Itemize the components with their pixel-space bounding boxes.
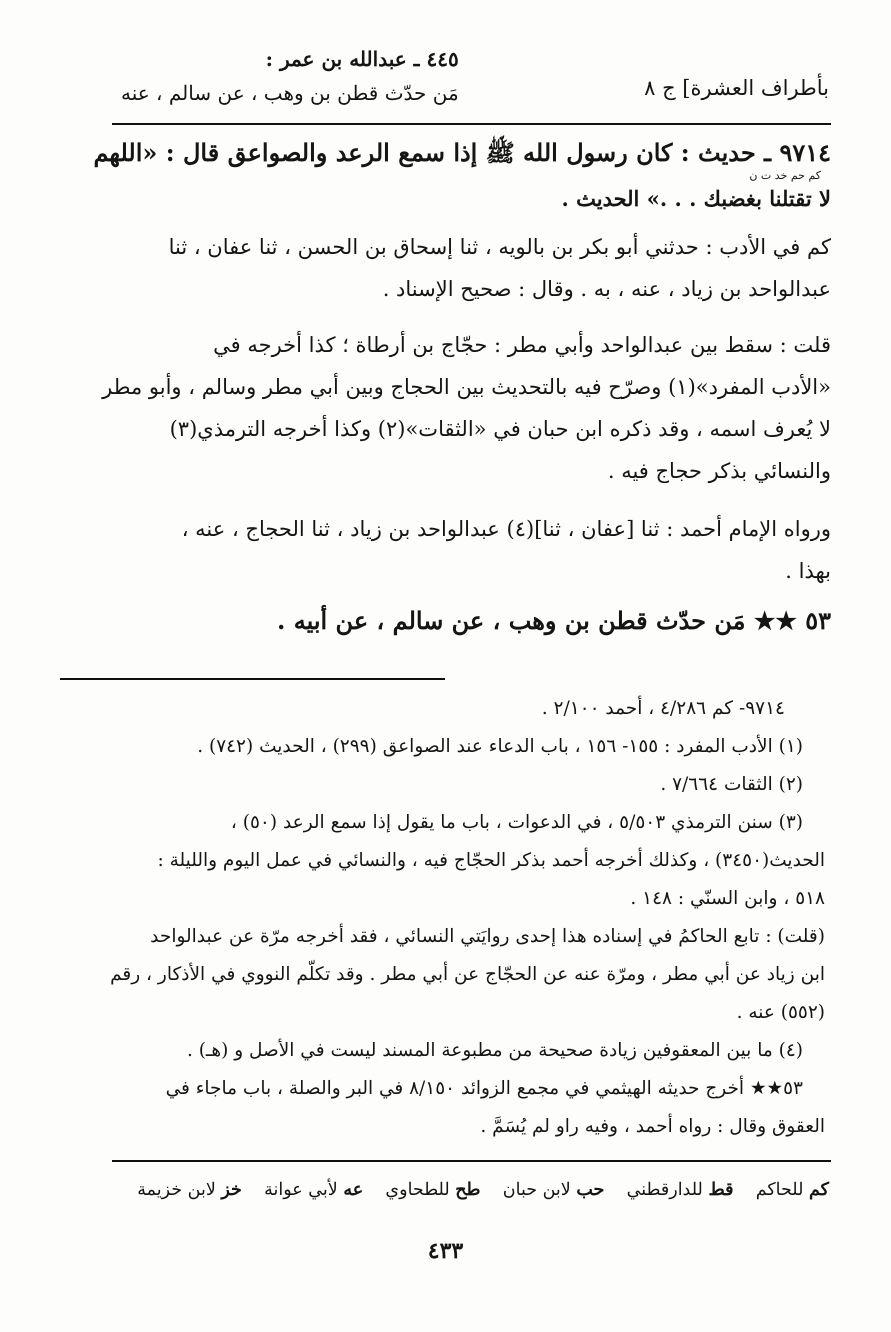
footnote: (٣) سنن الترمذي ٥/٥٠٣ ، في الدعوات ، باب ما يقول إذا سمع الرعد (٥٠) ، <box>230 812 803 833</box>
text-line: كم في الأدب : حدثني أبو بكر بن بالويه ، ثنا إسحاق بن الحسن ، ثنا عفان ، ثنا <box>168 235 831 259</box>
text-line: بهذا . <box>785 559 831 583</box>
footnote: ٥١٨ ، وابن السنّي : ١٤٨ . <box>630 888 825 909</box>
text-line: قلت : سقط بين عبدالواحد وأبي مطر : حجّاج بن أرطاة ؛ كذا أخرجه في <box>213 333 831 357</box>
hadith-title-line: ٩٧١٤ ـ حديث : كان رسول الله ﷺ إذا سمع الرعد والصواعق قال : «اللهم <box>93 138 831 167</box>
footnote: ٩٧١٤- كم ٤/٢٨٦ ، أحمد ٢/١٠٠ . <box>541 698 785 719</box>
footnote: ابن زياد عن أبي مطر ، ومرّة عنه عن الحجّاج عن أبي مطر . وقد تكلّم النووي في الأذكار ، رقم <box>110 964 825 985</box>
text-line: عبدالواحد بن زياد ، عنه ، به . وقال : صحيح الإسناد . <box>382 277 831 301</box>
text-line: ورواه الإمام أحمد : ثنا [عفان ، ثنا](٤) عبدالواحد بن زياد ، ثنا الحجاج ، عنه ، <box>181 517 831 541</box>
abbreviation-item: طح للطحاوي <box>385 1180 481 1200</box>
abbreviation-item: خز لابن خزيمة <box>137 1180 242 1200</box>
running-header-book: بأطراف العشرة] ج ٨ <box>644 76 829 100</box>
abbreviation-item: كم للحاكم <box>755 1180 829 1200</box>
text-line: «الأدب المفرد»(١) وصرّح فيه بالتحديث بين الحجاج وبين أبي مطر وسالم ، وأبو مطر <box>102 375 831 399</box>
footnote: الحديث(٣٤٥٠) ، وكذلك أخرجه أحمد بذكر الحجّاج فيه ، والنسائي في عمل اليوم والليلة : <box>157 850 825 871</box>
hadith-paragraph-2 <box>102 324 831 492</box>
hadith-entry <box>93 136 831 216</box>
footnote: ٥٣★★ أخرج حديثه الهيثمي في مجمع الزوائد ٨/١٥٠ في البر والصلة ، باب ماجاء في <box>165 1078 803 1099</box>
legend-rule <box>112 1160 831 1162</box>
abbreviation-item: عه لأبي عوانة <box>264 1180 364 1200</box>
header-rule <box>112 123 831 125</box>
hadith-paragraph-3 <box>113 508 831 592</box>
footnote: (قلت) : تابع الحاكمُ في إسناده هذا إحدى روايَتي النسائي ، فقد أخرجه مرّة عن عبدالواحد <box>150 926 825 947</box>
abbreviation-item: قط للدارقطني <box>626 1180 734 1200</box>
running-header-entry <box>121 42 459 110</box>
text-line: والنسائي بذكر حجاج فيه . <box>607 459 831 483</box>
hadith-sigla: كم حم خد ت ن <box>749 169 821 182</box>
section-heading: ٥٣ ★★ مَن حدّث قطن بن وهب ، عن سالم ، عن أبيه . <box>277 606 831 635</box>
footnotes <box>110 690 825 1146</box>
footnote: (١) الأدب المفرد : ١٥٥- ١٥٦ ، باب الدعاء عند الصواعق (٢٩٩) ، الحديث (٧٤٢) . <box>197 736 803 757</box>
footnote: العقوق وقال : رواه أحمد ، وفيه راو لم يُسَمَّ . <box>480 1116 825 1137</box>
hadith-title-line: لا تقتلنا بغضبك . . .» الحديث . <box>561 186 831 211</box>
hadith-paragraph-1 <box>113 226 831 310</box>
footnote: (٢) الثقات ٧/٦٦٤ . <box>660 774 803 795</box>
entry-subtitle: مَن حدّث قطن بن وهب ، عن سالم ، عنه <box>121 81 459 105</box>
abbreviation-item: حب لابن حبان <box>502 1180 605 1200</box>
page-number: ٤٣٣ <box>427 1238 464 1264</box>
footnote: (٤) ما بين المعقوفين زيادة صحيحة من مطبوعة المسند ليست في الأصل و (هـ) . <box>186 1040 803 1061</box>
footnote-rule <box>60 678 445 680</box>
abbreviation-legend <box>137 1180 829 1200</box>
text-line: لا يُعرف اسمه ، وقد ذكره ابن حبان في «الثقات»(٢) وكذا أخرجه الترمذي(٣) <box>169 417 831 441</box>
footnote: (٥٥٢) عنه . <box>736 1002 825 1023</box>
entry-title: ٤٤٥ ـ عبدالله بن عمر : <box>265 47 459 71</box>
